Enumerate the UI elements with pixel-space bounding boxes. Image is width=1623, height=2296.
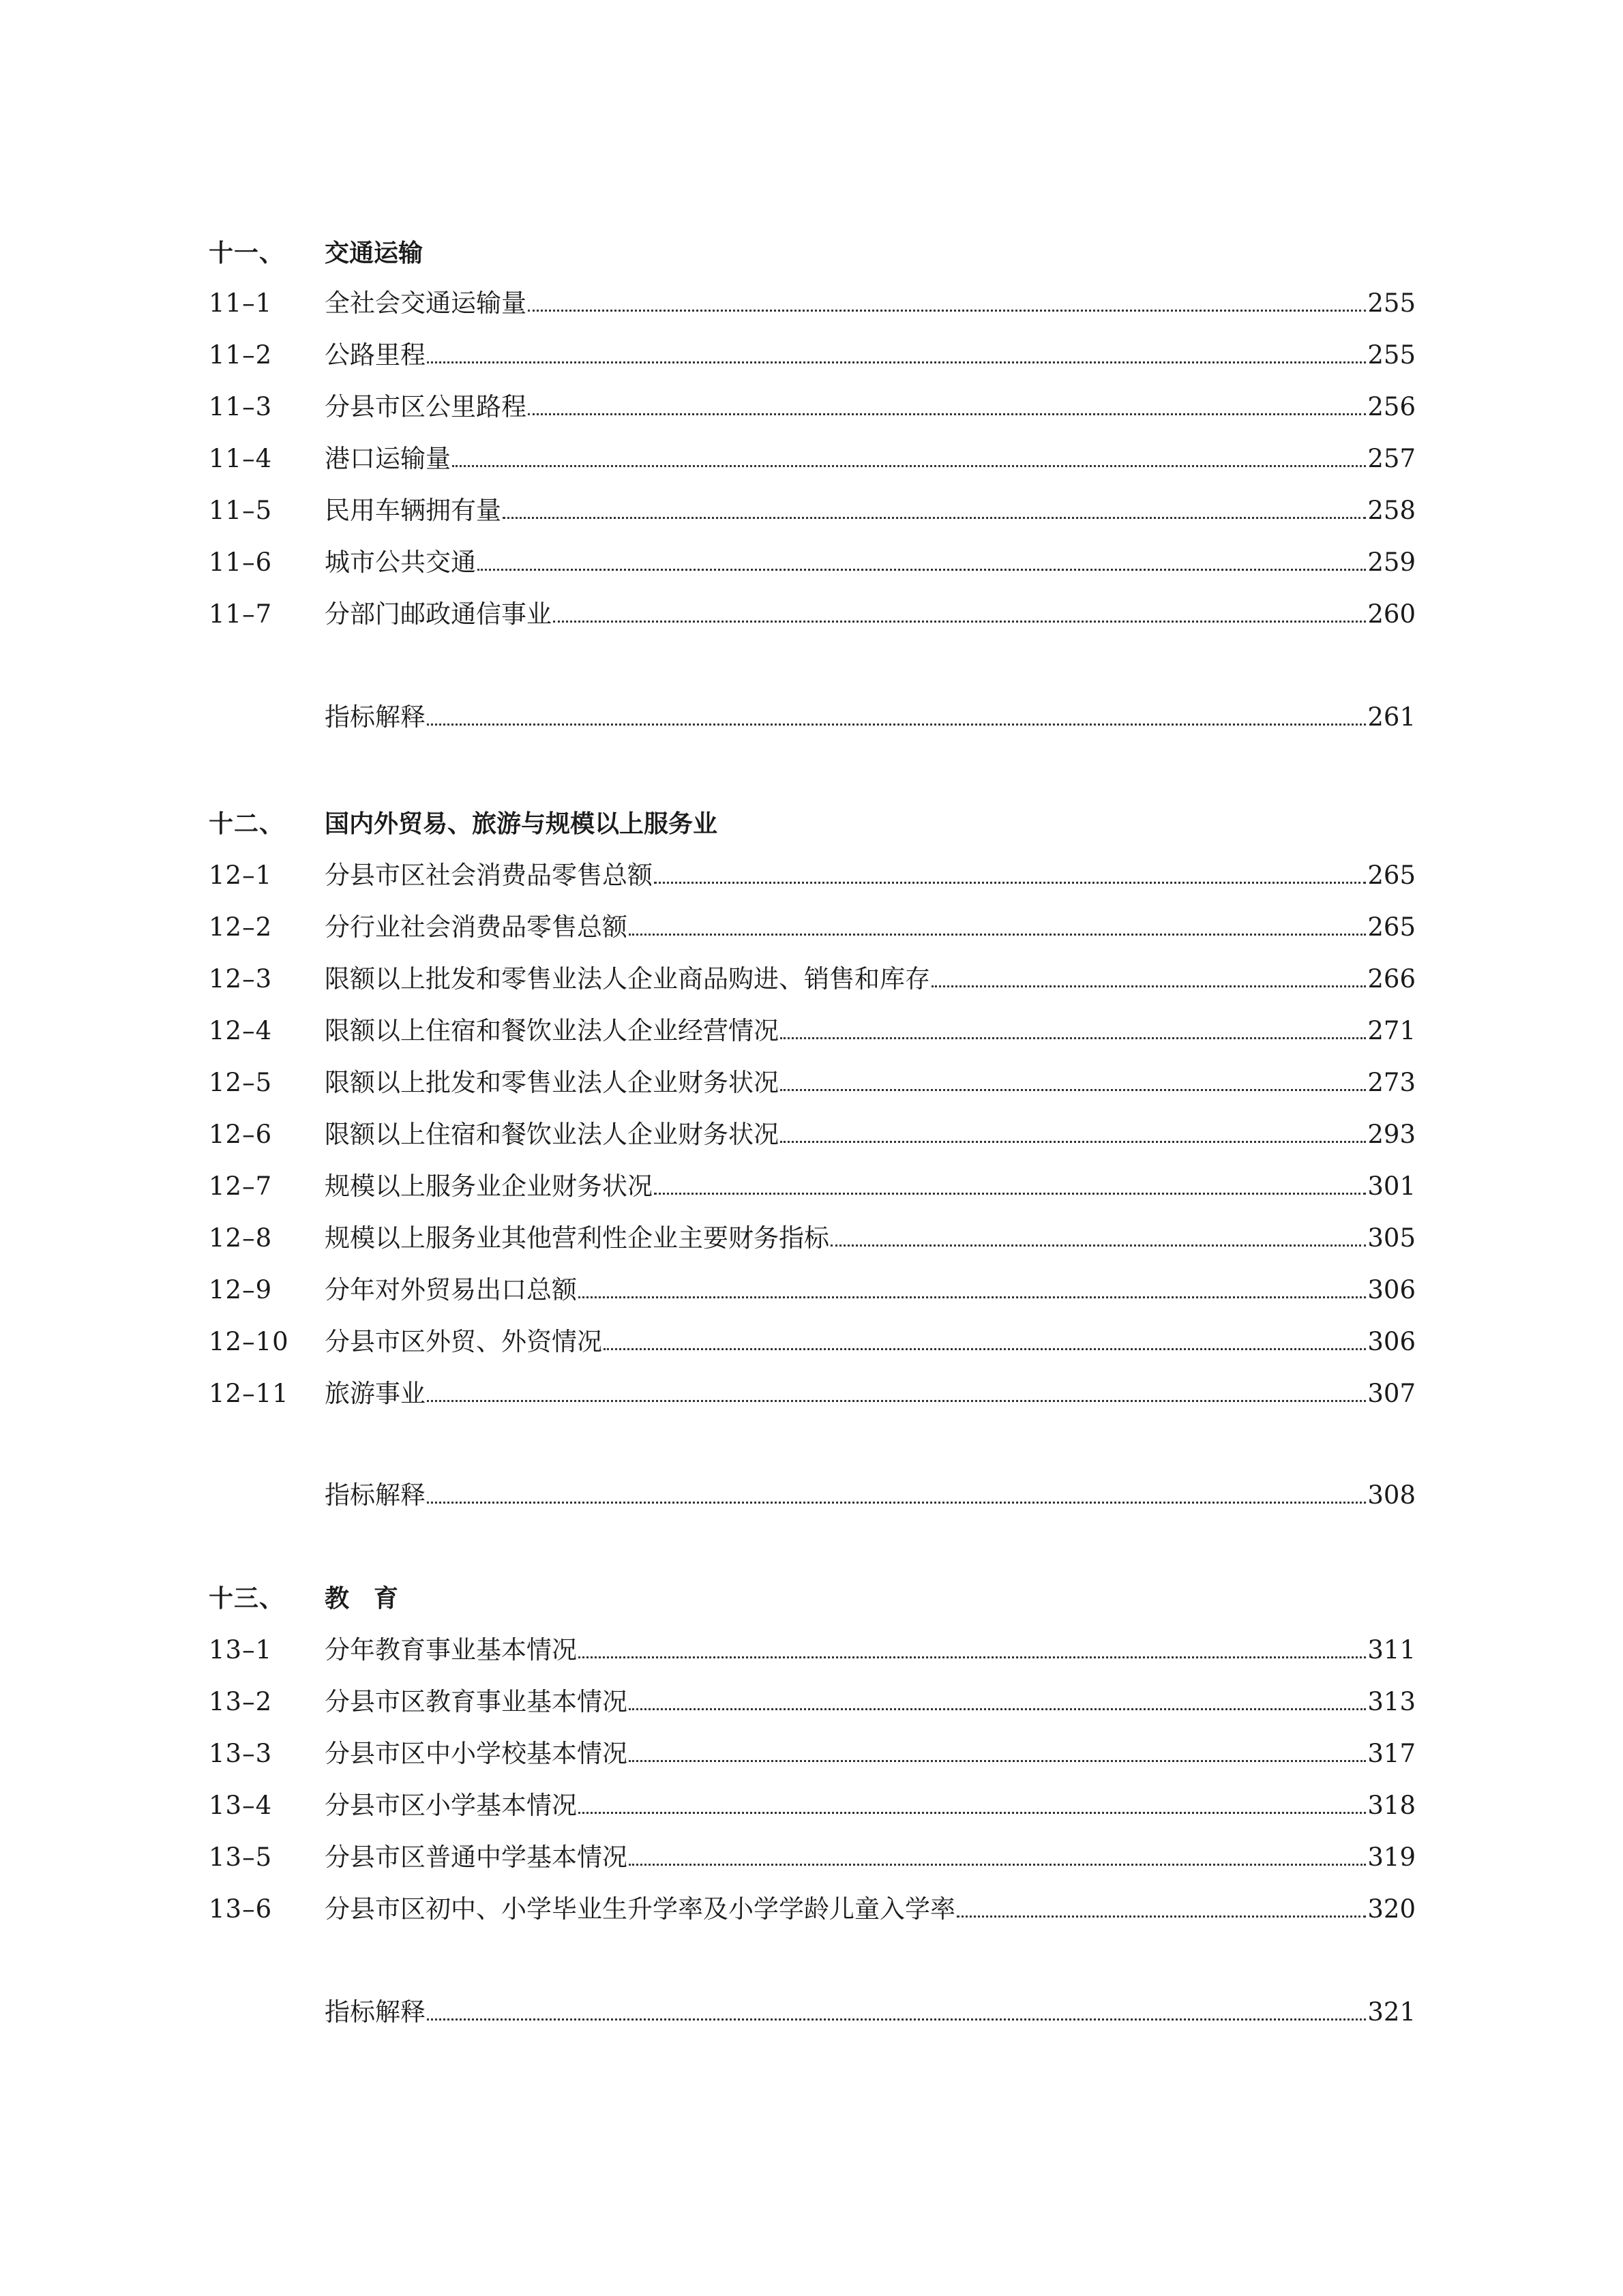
toc-entry[interactable]	[0, 1114, 1623, 1155]
toc-entry[interactable]	[0, 1785, 1623, 1826]
entry-page-number: 306	[1367, 1327, 1416, 1356]
entry-page-number: 319	[1367, 1843, 1416, 1872]
section-number: 十三、	[209, 1585, 285, 1613]
dot-leader	[452, 464, 1366, 467]
toc-entry[interactable]	[0, 490, 1623, 531]
toc-entry[interactable]	[0, 1682, 1623, 1723]
entry-number: 12–9	[209, 1275, 273, 1304]
entry-line	[325, 907, 1416, 948]
entry-label: 分县市区中小学校基本情况	[325, 1739, 627, 1768]
toc-note-entry[interactable]	[0, 1992, 1623, 2033]
toc-entry[interactable]	[0, 1062, 1623, 1103]
dot-leader	[427, 361, 1366, 363]
entry-line	[325, 1837, 1416, 1878]
toc-entry[interactable]	[0, 1837, 1623, 1878]
toc-entry[interactable]	[0, 1733, 1623, 1774]
entry-page-number: 317	[1367, 1739, 1416, 1768]
toc-entry[interactable]	[0, 1270, 1623, 1311]
entry-label: 公路里程	[325, 340, 426, 370]
entry-page-number: 307	[1367, 1379, 1416, 1408]
entry-page-number: 318	[1367, 1791, 1416, 1820]
entry-line	[325, 1682, 1416, 1723]
entry-label: 分部门邮政通信事业	[325, 599, 552, 629]
entry-label: 分县市区普通中学基本情况	[325, 1843, 627, 1872]
entry-page-number: 259	[1367, 548, 1416, 577]
entry-number: 12–7	[209, 1172, 273, 1201]
entry-label: 分县市区小学基本情况	[325, 1791, 577, 1820]
entry-line	[325, 594, 1416, 635]
dot-leader	[957, 1915, 1366, 1918]
entry-number: 11–4	[209, 444, 273, 473]
toc-entry[interactable]	[0, 1011, 1623, 1052]
entry-label: 限额以上批发和零售业法人企业财务状况	[325, 1068, 779, 1097]
toc-entry[interactable]	[0, 1166, 1623, 1207]
entry-page-number: 313	[1367, 1687, 1416, 1716]
entry-label: 规模以上服务业企业财务状况	[325, 1172, 653, 1201]
entry-line	[325, 1218, 1416, 1259]
entry-label: 分县市区公里路程	[325, 392, 526, 421]
entry-number: 12–6	[209, 1120, 273, 1149]
toc-entry[interactable]	[0, 1218, 1623, 1259]
dot-leader	[503, 516, 1366, 519]
entry-number: 13–5	[209, 1843, 273, 1872]
entry-number: 11–7	[209, 599, 273, 629]
entry-label: 规模以上服务业其他营利性企业主要财务指标	[325, 1223, 829, 1253]
entry-page-number: 256	[1367, 392, 1416, 421]
entry-number: 13–4	[209, 1791, 273, 1820]
dot-leader	[780, 1037, 1366, 1039]
entry-label: 旅游事业	[325, 1379, 426, 1408]
entry-page-number: 266	[1367, 964, 1416, 994]
entry-line	[325, 335, 1416, 376]
entry-line	[325, 283, 1416, 324]
section-title: 教 育	[325, 1585, 399, 1613]
dot-leader	[477, 568, 1366, 571]
toc-entry[interactable]	[0, 1373, 1623, 1414]
dot-leader	[427, 1501, 1366, 1504]
entry-number: 11–1	[209, 288, 273, 318]
toc-note-entry[interactable]	[0, 1475, 1623, 1516]
toc-entry[interactable]	[0, 542, 1623, 583]
entry-label: 民用车辆拥有量	[325, 496, 501, 525]
entry-page-number: 273	[1367, 1068, 1416, 1097]
entry-label: 分县市区外贸、外资情况	[325, 1327, 602, 1356]
entry-number: 11–5	[209, 496, 273, 525]
dot-leader	[528, 413, 1366, 415]
entry-line	[325, 1373, 1416, 1414]
entry-line	[325, 1322, 1416, 1362]
section-heading	[0, 804, 1623, 845]
entry-line	[325, 1114, 1416, 1155]
entry-page-number: 305	[1367, 1223, 1416, 1253]
dot-leader	[780, 1140, 1366, 1143]
dot-leader	[629, 1759, 1366, 1762]
dot-leader	[629, 933, 1366, 936]
entry-page-number: 260	[1367, 599, 1416, 629]
entry-number: 12–10	[209, 1327, 289, 1356]
entry-line	[325, 1062, 1416, 1103]
entry-page-number: 301	[1367, 1172, 1416, 1201]
entry-line	[325, 1011, 1416, 1052]
entry-line	[325, 438, 1416, 479]
entry-page-number: 311	[1367, 1635, 1416, 1665]
toc-entry[interactable]	[0, 1322, 1623, 1362]
entry-number: 11–3	[209, 392, 273, 421]
entry-label: 港口运输量	[325, 444, 451, 473]
entry-line	[325, 1889, 1416, 1930]
entry-label: 分年对外贸易出口总额	[325, 1275, 577, 1304]
entry-number: 12–1	[209, 861, 273, 890]
note-label: 指标解释	[325, 702, 426, 732]
dot-leader	[427, 1399, 1366, 1402]
dot-leader	[578, 1811, 1366, 1814]
entry-line	[325, 1630, 1416, 1671]
dot-leader	[578, 1296, 1366, 1298]
toc-entry[interactable]	[0, 438, 1623, 479]
section-title: 国内外贸易、旅游与规模以上服务业	[325, 810, 718, 838]
section-title: 交通运输	[325, 239, 423, 267]
entry-number: 11–6	[209, 548, 273, 577]
entry-page-number: 306	[1367, 1275, 1416, 1304]
entry-number: 13–1	[209, 1635, 273, 1665]
note-page-number: 308	[1367, 1480, 1416, 1510]
entry-line	[325, 1166, 1416, 1207]
entry-page-number: 257	[1367, 444, 1416, 473]
entry-label: 分县市区社会消费品零售总额	[325, 861, 653, 890]
toc-entry[interactable]	[0, 335, 1623, 376]
entry-number: 13–2	[209, 1687, 273, 1716]
entry-page-number: 293	[1367, 1120, 1416, 1149]
entry-label: 限额以上住宿和餐饮业法人企业经营情况	[325, 1016, 779, 1045]
dot-leader	[654, 1192, 1366, 1195]
dot-leader	[427, 2018, 1366, 2021]
entry-number: 12–3	[209, 964, 273, 994]
dot-leader	[427, 723, 1366, 726]
note-label: 指标解释	[325, 1997, 426, 2027]
note-label: 指标解释	[325, 1480, 426, 1510]
entry-number: 12–8	[209, 1223, 273, 1253]
toc-entry[interactable]	[0, 387, 1623, 428]
entry-page-number: 271	[1367, 1016, 1416, 1045]
entry-page-number: 320	[1367, 1894, 1416, 1924]
entry-number: 13–6	[209, 1894, 273, 1924]
entry-number: 12–4	[209, 1016, 273, 1045]
section-number: 十一、	[209, 239, 285, 267]
dot-leader	[528, 309, 1366, 312]
entry-line	[325, 542, 1416, 583]
entry-line	[325, 1785, 1416, 1826]
entry-number: 12–2	[209, 912, 273, 942]
entry-line	[325, 959, 1416, 1000]
entry-label: 分行业社会消费品零售总额	[325, 912, 627, 942]
note-page-number: 261	[1367, 702, 1416, 732]
entry-line	[325, 490, 1416, 531]
note-page-number: 321	[1367, 1997, 1416, 2027]
entry-line	[325, 1733, 1416, 1774]
dot-leader	[780, 1088, 1366, 1091]
entry-label: 全社会交通运输量	[325, 288, 526, 318]
entry-line	[325, 387, 1416, 428]
dot-leader	[629, 1863, 1366, 1866]
entry-page-number: 265	[1367, 861, 1416, 890]
entry-number: 12–11	[209, 1379, 289, 1408]
toc-entry[interactable]	[0, 1630, 1623, 1671]
entry-number: 13–3	[209, 1739, 273, 1768]
entry-label: 分县市区初中、小学毕业生升学率及小学学龄儿童入学率	[325, 1894, 955, 1924]
entry-number: 11–2	[209, 340, 273, 370]
dot-leader	[578, 1656, 1366, 1658]
entry-label: 限额以上住宿和餐饮业法人企业财务状况	[325, 1120, 779, 1149]
toc-entry[interactable]	[0, 855, 1623, 896]
entry-label: 城市公共交通	[325, 548, 476, 577]
entry-page-number: 255	[1367, 340, 1416, 370]
section-heading	[0, 233, 1623, 274]
entry-line	[325, 855, 1416, 896]
dot-leader	[629, 1708, 1366, 1710]
entry-number: 12–5	[209, 1068, 273, 1097]
dot-leader	[932, 985, 1366, 987]
note-line	[325, 1992, 1416, 2033]
note-line	[325, 1475, 1416, 1516]
toc-entry[interactable]	[0, 959, 1623, 1000]
dot-leader	[831, 1244, 1366, 1247]
entry-page-number: 265	[1367, 912, 1416, 942]
dot-leader	[604, 1347, 1366, 1350]
section-number: 十二、	[209, 810, 285, 838]
entry-page-number: 255	[1367, 288, 1416, 318]
entry-label: 分年教育事业基本情况	[325, 1635, 577, 1665]
dot-leader	[654, 881, 1366, 884]
entry-line	[325, 1270, 1416, 1311]
toc-note-entry[interactable]	[0, 697, 1623, 738]
toc-entry[interactable]	[0, 283, 1623, 324]
entry-label: 分县市区教育事业基本情况	[325, 1687, 627, 1716]
note-line	[325, 697, 1416, 738]
entry-label: 限额以上批发和零售业法人企业商品购进、销售和库存	[325, 964, 930, 994]
toc-entry[interactable]	[0, 1889, 1623, 1930]
toc-entry[interactable]	[0, 907, 1623, 948]
entry-page-number: 258	[1367, 496, 1416, 525]
section-heading	[0, 1579, 1623, 1620]
toc-entry[interactable]	[0, 594, 1623, 635]
dot-leader	[553, 620, 1366, 623]
